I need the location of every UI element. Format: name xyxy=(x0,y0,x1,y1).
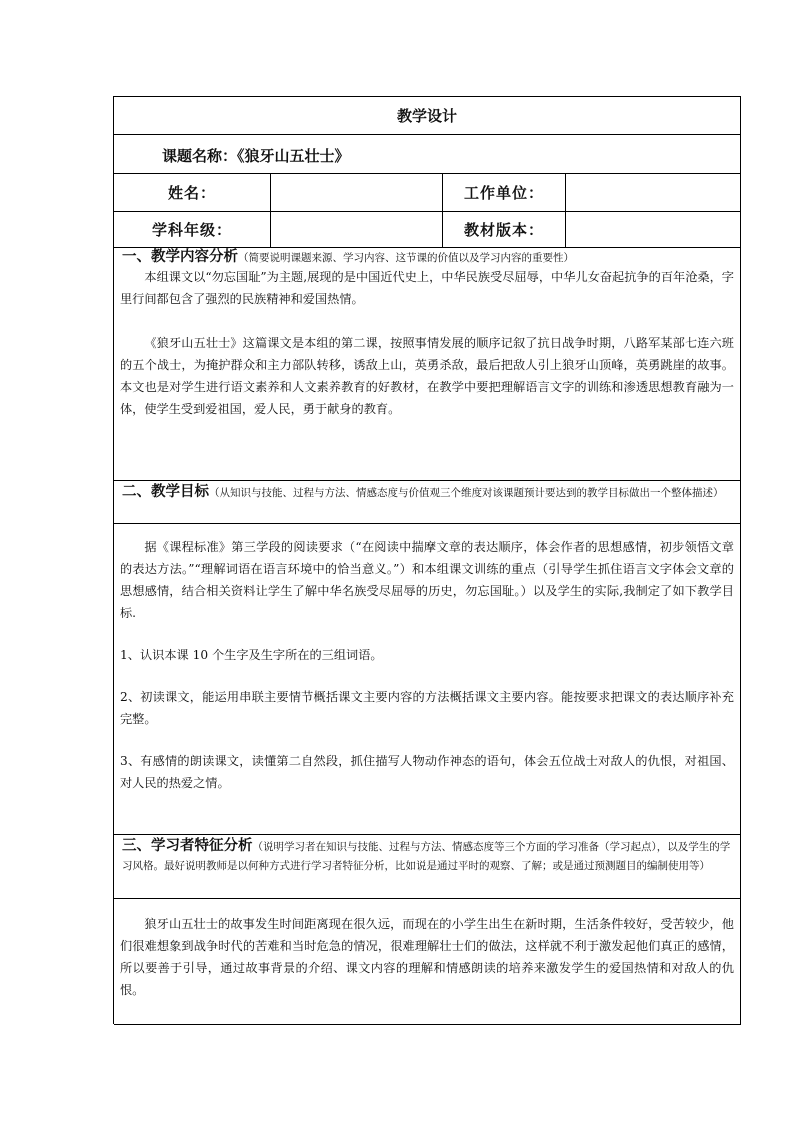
section2-body xyxy=(120,536,734,794)
name-label: 姓名： xyxy=(167,184,216,202)
section1-para1: 本组课文以“勿忘国耻”为主题,展现的是中国近代史上，中华民族受尽屈辱，中华儿女奋起抗争的百年沧桑，字里行间都包含了强烈的民族精神和爱国热情。 xyxy=(120,270,734,306)
section1-header xyxy=(114,249,740,267)
grade-label: 学科年级： xyxy=(151,221,232,239)
info-row-2 xyxy=(114,212,741,248)
section3-note: （说明学习者在知识与技能、过程与方法、情感态度等三个方面的学习准备（学习起点），以及学生的学习风格。最好说明教师是以何种方式进行学习者特征分析，比如说是通过平时的观察、了解；或是通过预测题目的编制使用等） xyxy=(122,841,731,872)
section1-body xyxy=(120,266,734,420)
course-title-row xyxy=(114,135,741,174)
edition-label: 教材版本： xyxy=(463,221,544,239)
edition-value-cell[interactable] xyxy=(566,212,740,247)
section3-body xyxy=(120,913,734,1001)
grade-value-cell[interactable] xyxy=(271,212,443,247)
info-row-1 xyxy=(114,174,741,212)
name-label-cell xyxy=(114,174,271,211)
section3-para1: 狼牙山五壮士的故事发生时间距离现在很久远，而现在的小学生出生在新时期，生活条件较好，受苦较少，他们很难想象到战争时代的苦难和当时危急的情况，很难理解壮士们的做法，这样就不利于激发起他们真正的感情，所以要善于引导，通过故事背景的介绍、课文内容的理解和情感朗读的培养来激发学生的爱国热情和对敌人的仇恨。 xyxy=(120,917,734,997)
section2-goal2: 2、初读课文，能运用串联主要情节概括课文主要内容的方法概括课文主要内容。能按要求把课文的表达顺序补充完整。 xyxy=(120,690,734,726)
edition-label-cell xyxy=(443,212,566,247)
section3-header xyxy=(114,837,740,876)
table-heading: 教学设计 xyxy=(396,107,457,125)
section3-title: 三、学习者特征分析 xyxy=(122,838,253,854)
section2-goal1: 1、认识本课 10 个生字及生字所在的三组词语。 xyxy=(120,648,383,662)
section2-note: （从知识与技能、过程与方法、情感态度与价值观三个维度对该课题预计要达到的教学目标做出一个整体描述） xyxy=(209,487,724,499)
section1-note: （简要说明课题来源、学习内容、这节课的价值以及学习内容的重要性） xyxy=(238,252,574,264)
lesson-plan-table xyxy=(113,96,741,1024)
section-learner-body-row xyxy=(114,899,741,1025)
section2-goal3: 3、有感情的朗读课文，读懂第二自然段，抓住描写人物动作神态的语句，体会五位战士对敌人的仇恨，对祖国、对人民的热爱之情。 xyxy=(120,754,734,790)
section-content-analysis xyxy=(114,248,741,481)
table-heading-row xyxy=(114,97,741,135)
section1-para2: 《狼牙山五壮士》这篇课文是本组的第二课，按照事情发展的顺序记叙了抗日战争时期，八路军某部七连六班的五个战士，为掩护群众和主力部队转移，诱敌上山，英勇杀敌，最后把敌人引上狼牙山顶峰，英勇跳崖的故事。本文也是对学生进行语文素养和人文素养教育的好教材，在教学中要把理解语言文字的训练和渗透思想教育融为一体，使学生受到爱祖国，爱人民，勇于献身的教育。 xyxy=(120,336,734,416)
section-objectives-header-row xyxy=(114,481,741,524)
unit-label: 工作单位： xyxy=(463,184,544,202)
section2-title: 二、教学目标 xyxy=(122,484,209,500)
course-title: 课题名称：《狼牙山五壮士》 xyxy=(162,147,350,165)
unit-label-cell xyxy=(443,174,566,211)
name-value-cell[interactable] xyxy=(271,174,443,211)
section2-para1: 据《课程标准》第三学段的阅读要求（“在阅读中揣摩文章的表达顺序，体会作者的思想感情，初步领悟文章的表达方法。”“理解词语在语言环境中的恰当意义。”）和本组课文训练的重点（引导学生抓住语言文字体会文章的思想感情，结合相关资料让学生了解中华名族受尽屈辱的历史，勿忘国耻。）以及学生的实际,我制定了如下教学目标. xyxy=(120,540,734,620)
section1-title: 一、教学内容分析 xyxy=(122,249,238,265)
unit-value-cell[interactable] xyxy=(566,174,740,211)
section2-header xyxy=(114,483,740,503)
grade-label-cell xyxy=(114,212,271,247)
section-objectives-body-row xyxy=(114,524,741,835)
section-learner-header-row xyxy=(114,835,741,899)
